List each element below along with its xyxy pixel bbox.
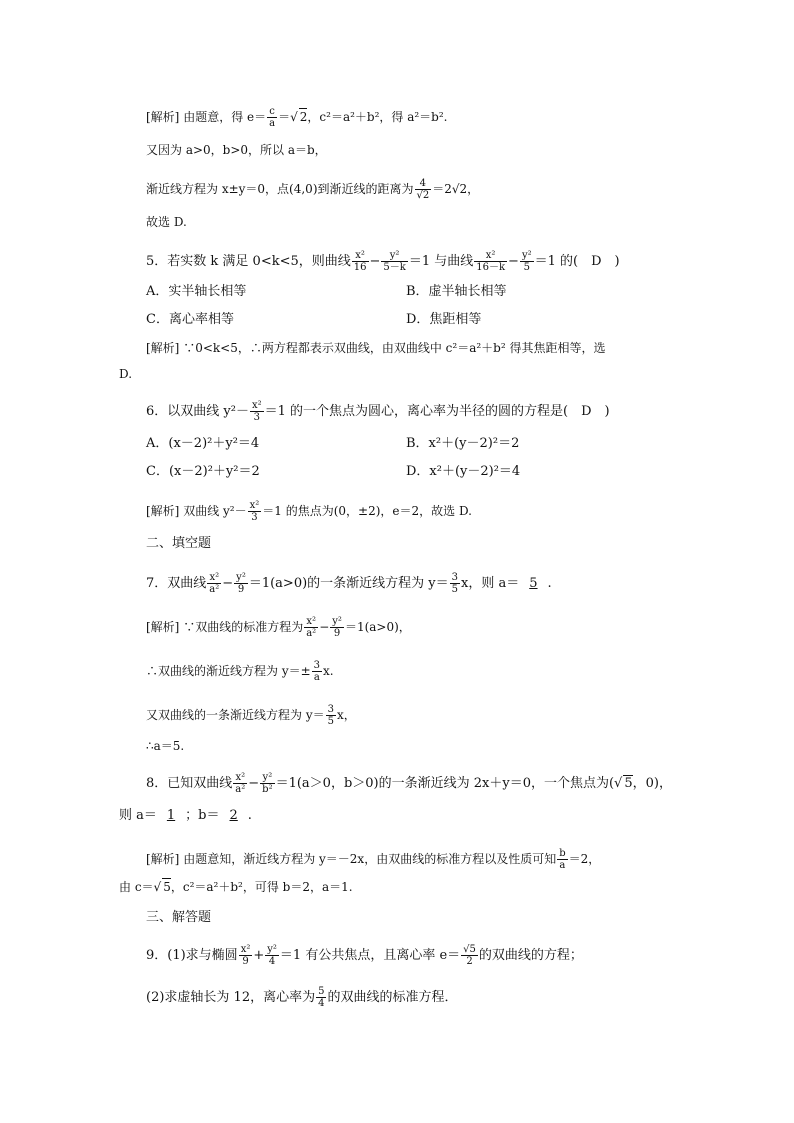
- denominator: √2: [416, 190, 430, 201]
- numerator: y²: [389, 250, 400, 261]
- text: 则 a＝: [119, 808, 157, 823]
- answer-blank-a: 1: [166, 808, 176, 823]
- fraction: [234, 572, 248, 595]
- fraction: [352, 250, 369, 273]
- fraction: [233, 772, 247, 795]
- denominator: 2: [461, 955, 478, 967]
- text: 渐近线方程为 x±y＝0，点(4,0)到渐近线的距离为: [146, 182, 414, 196]
- radicand: 5: [163, 880, 171, 894]
- text: ＝1 的焦点为(0，±2)，e＝2，故选 D.: [262, 504, 472, 518]
- denominator: a²: [209, 584, 220, 595]
- fraction: [265, 944, 279, 967]
- radicand: 2: [299, 110, 308, 124]
- option-6a: A．(x－2)²＋y²＝4: [146, 436, 260, 451]
- fraction: [461, 944, 478, 967]
- numerator: x²: [235, 772, 246, 783]
- denominator: 9: [234, 583, 248, 595]
- option-5a: A．实半轴长相等: [146, 284, 247, 299]
- numerator: √5: [463, 944, 476, 955]
- text: 5．若实数 k 满足 0<k<5，则曲线: [146, 254, 351, 269]
- analysis-8-line-2: [119, 878, 353, 895]
- numerator: x²: [306, 616, 317, 627]
- denominator: a: [269, 118, 276, 129]
- text: ；b＝: [185, 808, 220, 823]
- fraction: [520, 250, 534, 273]
- text: ＝: [278, 110, 291, 124]
- text: 9．(1)求与椭圆: [146, 948, 238, 963]
- numerator: x²: [209, 572, 220, 583]
- text: ＝1 与曲线: [408, 254, 474, 269]
- numerator: y²: [236, 572, 246, 583]
- numerator: 5: [318, 986, 325, 997]
- fraction: [248, 500, 262, 523]
- analysis-label: [解析]: [146, 110, 180, 124]
- option-6c: C．(x－2)²＋y²＝2: [146, 464, 260, 479]
- text: ＝1(a>0)的一条渐近线方程为 y＝: [248, 576, 449, 591]
- question-9-part-1: 9．(1)求与椭圆 $\frac{\text{x²}}{9}$ + $\frac{\text{y²}}{4}$ ＝1 有公共焦点，且离心率 e＝ $\frac{√5}{2}$ 的双曲线的方程；: [146, 944, 583, 967]
- analysis-label: [解析]: [146, 620, 180, 634]
- denominator: 5: [520, 261, 534, 273]
- text: 6．以双曲线 y²－: [146, 404, 249, 419]
- text: ＝1(a＞0，b＞0)的一条渐近线为 2x＋y＝0，一个焦点为(: [275, 776, 615, 791]
- denominator: a: [557, 859, 567, 871]
- denominator: 9: [239, 955, 253, 967]
- text: ＝1 的( D ): [534, 254, 620, 269]
- numerator: y²: [267, 944, 277, 955]
- fraction: [474, 250, 507, 273]
- fraction: [250, 400, 264, 423]
- radicand: 5: [624, 776, 633, 791]
- radical-sign: √: [290, 110, 298, 124]
- sqrt: [162, 878, 171, 895]
- text: .: [547, 576, 552, 591]
- denominator: 5: [327, 716, 334, 727]
- text: (2)求虚轴长为 12，离心率为: [146, 990, 316, 1005]
- analysis-label: [解析]: [146, 852, 180, 866]
- numerator: 3: [327, 704, 334, 715]
- fraction: [239, 944, 253, 967]
- section-heading-solutions: 三、解答题: [146, 910, 212, 925]
- fraction: [316, 986, 326, 1009]
- numerator: x²: [249, 500, 260, 511]
- denominator: a²: [235, 784, 246, 795]
- denominator: 5－k: [383, 262, 406, 273]
- denominator: 3: [248, 511, 262, 523]
- option-6b: B．x²＋(y－2)²＝2: [406, 436, 520, 451]
- fraction: [557, 848, 567, 871]
- analysis-5-line-1: [146, 340, 605, 356]
- denominator: 9: [330, 627, 344, 639]
- option-5d: D．焦距相等: [406, 312, 482, 327]
- numerator: y²: [332, 616, 342, 627]
- radical-sign: √: [153, 880, 162, 894]
- text: 由 c＝: [119, 880, 154, 894]
- text: 7．双曲线: [146, 576, 207, 591]
- text: 8．已知双曲线: [146, 776, 233, 791]
- numerator: 4: [419, 178, 427, 189]
- text: x.: [323, 664, 334, 678]
- denominator: 5: [451, 584, 459, 595]
- fraction: [450, 572, 460, 595]
- denominator: 4: [318, 998, 325, 1009]
- analysis-8-line-1: [146, 848, 600, 871]
- denominator: 16: [353, 262, 367, 273]
- analysis-7-line-3: [146, 704, 356, 727]
- numerator: x²: [251, 400, 262, 411]
- numerator: y²: [521, 250, 532, 261]
- text: ＝2√2，: [432, 182, 480, 196]
- analysis-4-line-3: [146, 178, 479, 201]
- text: 的双曲线的方程；: [478, 948, 583, 963]
- numerator: b: [559, 848, 566, 859]
- denominator: 3: [250, 411, 264, 423]
- text: ∵双曲线的标准方程为: [183, 620, 304, 634]
- numerator: c: [269, 106, 275, 117]
- text: ＝1(a>0)，: [344, 620, 411, 634]
- section-heading-fill-blank: 二、填空题: [146, 536, 212, 551]
- option-5c: C．离心率相等: [146, 312, 234, 327]
- text: ＝1 的一个焦点为圆心，离心率为半径的圆的方程是( D ): [264, 404, 610, 419]
- fraction: [381, 250, 407, 273]
- fraction: [415, 178, 432, 201]
- text: ，c²＝a²＋b²，得 a²＝b².: [307, 110, 448, 124]
- text: ∵0<k<5，∴两方程都表示双曲线，由双曲线中 c²＝a²＋b² 得其焦距相等，选: [183, 341, 606, 355]
- analysis-4-line-4: 故选 D.: [146, 215, 187, 229]
- option-5b: B．虚半轴长相等: [406, 284, 507, 299]
- sqrt: [623, 775, 632, 792]
- answer-blank: 5: [529, 576, 538, 591]
- text: 由题意，得 e＝: [183, 110, 267, 124]
- radical-sign: √: [614, 776, 623, 791]
- denominator: b²: [262, 784, 273, 795]
- option-6d: D．x²＋(y－2)²＝4: [406, 464, 521, 479]
- analysis-7-line-2: [146, 660, 334, 683]
- denominator: a²: [306, 628, 317, 639]
- analysis-7-line-4: ∴a＝5.: [146, 739, 185, 753]
- denominator: 16－k: [476, 262, 506, 273]
- analysis-7-line-1: [解析] ∵双曲线的标准方程为 $\frac{\text{x²}}{\text{a²}}$ − $\frac{\text{y²}}{9}$ ＝1(a>0)，: [146, 616, 411, 639]
- text: ∴双曲线的渐近线方程为 y＝±: [146, 664, 311, 678]
- text: ＝1 有公共焦点，且离心率 e＝: [279, 948, 461, 963]
- analysis-4-line-2: 又因为 a>0，b>0，所以 a＝b，: [146, 143, 327, 157]
- numerator: x²: [485, 250, 496, 261]
- question-7: 7．双曲线 $\frac{\text{x²}}{\text{a²}}$ − $\frac{\text{y²}}{9}$ ＝1(a>0)的一条渐近线方程为 y＝ $\frac{3}{5}$ x，则 a＝ 5 .: [146, 572, 552, 595]
- numerator: 3: [313, 660, 321, 671]
- text: 的双曲线的标准方程．: [327, 990, 458, 1005]
- answer-blank-b: 2: [229, 808, 238, 823]
- numerator: x²: [240, 944, 251, 955]
- denominator: 4: [265, 955, 279, 967]
- analysis-6: [146, 500, 472, 523]
- fraction: [330, 616, 344, 639]
- analysis-label: [解析]: [146, 341, 180, 355]
- denominator: a: [312, 671, 322, 683]
- analysis-label: [解析]: [146, 504, 180, 518]
- question-8-line-2: [119, 808, 252, 824]
- analysis-5-line-2: D.: [119, 367, 133, 381]
- numerator: x²: [355, 250, 365, 261]
- fraction: [260, 772, 274, 795]
- text: ，c²＝a²＋b²，可得 b＝2，a＝1.: [170, 880, 353, 894]
- question-9-part-2: [146, 986, 457, 1009]
- question-6: [146, 400, 610, 423]
- fraction: [326, 704, 336, 727]
- text: 双曲线 y²－: [183, 504, 247, 518]
- text: 由题意知，渐近线方程为 y＝－2x，由双曲线的标准方程以及性质可知: [183, 852, 557, 866]
- text: x，则 a＝: [461, 576, 520, 591]
- fraction: [304, 616, 318, 639]
- question-5: 5．若实数 k 满足 0<k<5，则曲线 $\frac{\text{x²}}{16}$ − $\frac{\text{y²}}{5-k}$ ＝1 与曲线 $\frac{\text{x²}}{16-k}$ − $\frac{\text{y²}}{5}$ ＝1 的( D ): [146, 250, 620, 273]
- numerator: 3: [451, 572, 459, 583]
- question-8-line-1: 8．已知双曲线 $\frac{\text{x²}}{\text{a²}}$ − $\frac{\text{y²}}{\text{b²}}$ ＝1(a＞0，b＞0)的一条渐近线为 2x＋y＝0，一个焦点为(√ 5，0)，: [146, 772, 672, 795]
- fraction: [207, 572, 221, 595]
- text: x，: [336, 708, 356, 722]
- fraction: [267, 106, 277, 129]
- text: ，0)，: [632, 776, 672, 791]
- text: ＝2，: [568, 852, 601, 866]
- numerator: y²: [262, 772, 273, 783]
- text: 又双曲线的一条渐近线方程为 y＝: [146, 708, 325, 722]
- fraction: [312, 660, 322, 683]
- analysis-4-line-1: [146, 106, 447, 129]
- text: .: [247, 808, 252, 823]
